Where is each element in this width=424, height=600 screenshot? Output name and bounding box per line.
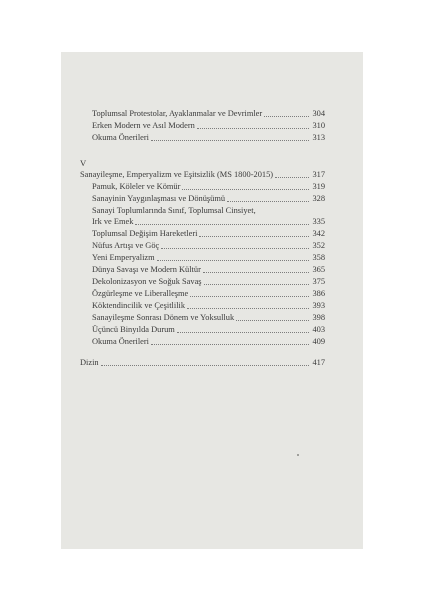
toc-entry-page: 365 — [312, 265, 325, 274]
toc-entry-page: 310 — [312, 121, 325, 130]
paper-speck — [297, 454, 299, 456]
toc-entry-title: Erken Modern ve Asıl Modern — [92, 121, 195, 130]
toc-entry — [92, 253, 325, 263]
leader-dots — [197, 128, 309, 129]
part-heading-title: Sanayileşme, Emperyalizm ve Eşitsizlik (MS 1800-2015) — [80, 170, 274, 179]
toc-entry — [92, 121, 325, 131]
part-heading — [80, 170, 325, 180]
toc-entry-page: 386 — [312, 289, 325, 298]
toc-entry-title: Nüfus Artışı ve Göç — [92, 241, 160, 250]
leader-dots — [135, 224, 309, 225]
toc-entry-page: 409 — [312, 337, 325, 346]
toc-entry — [92, 313, 325, 323]
toc-entry-title: Toplumsal Protestolar, Ayaklanmalar ve Devrimler — [92, 109, 263, 118]
leader-dots — [101, 365, 309, 366]
toc-entry-page: 328 — [312, 194, 325, 203]
leader-dots — [157, 260, 309, 261]
toc-entry-title: Dekolonizasyon ve Soğuk Savaş — [92, 277, 202, 286]
leader-dots — [264, 116, 309, 117]
toc-entry — [92, 277, 325, 287]
toc-entry-title: Pamuk, Köleler ve Kömür — [92, 182, 181, 191]
toc-entry-title: Üçüncü Binyılda Durum — [92, 325, 175, 334]
toc-entry-page: 335 — [312, 217, 325, 226]
toc-entry — [92, 289, 325, 299]
toc-entry-page: 352 — [312, 241, 325, 250]
toc-entry-title: Okuma Önerileri — [92, 337, 149, 346]
toc-entry-page: 417 — [312, 358, 325, 367]
toc-entry — [92, 241, 325, 251]
toc-entry — [92, 265, 325, 275]
leader-dots — [199, 236, 309, 237]
toc-entry — [92, 337, 325, 347]
toc-entry-page: 304 — [312, 109, 325, 118]
toc-entry-page: 358 — [312, 253, 325, 262]
toc-entry — [92, 217, 325, 227]
part-numeral: V — [80, 158, 87, 168]
leader-dots — [204, 284, 309, 285]
leader-dots — [236, 320, 309, 321]
leader-dots — [227, 201, 309, 202]
toc-entry-title: Sanayinin Yaygınlaşması ve Dönüşümü — [92, 194, 226, 203]
toc-entry-page: 403 — [312, 325, 325, 334]
leader-dots — [190, 296, 309, 297]
toc-entry-page: 313 — [312, 133, 325, 142]
leader-dots — [275, 177, 309, 178]
toc-entry — [92, 229, 325, 239]
toc-entry-title: Köktendincilik ve Çeşitlilik — [92, 301, 186, 310]
toc-entry-title: Irk ve Emek — [92, 217, 134, 226]
toc-entry-page: 319 — [312, 182, 325, 191]
toc-entry — [92, 109, 325, 119]
toc-entry-page: 393 — [312, 301, 325, 310]
toc-entry-page: 342 — [312, 229, 325, 238]
leader-dots — [151, 344, 309, 345]
toc-entry-title: Okuma Önerileri — [92, 133, 149, 142]
leader-dots — [187, 308, 309, 309]
leader-dots — [177, 332, 309, 333]
toc-entry-page: 375 — [312, 277, 325, 286]
toc-entry-title: Yeni Emperyalizm — [92, 253, 155, 262]
leader-dots — [182, 189, 309, 190]
toc-entry — [92, 325, 325, 335]
toc-entry-title: Sanayileşme Sonrası Dönem ve Yoksulluk — [92, 313, 235, 322]
toc-entry-title: Sanayi Toplumlarında Sınıf, Toplumsal Cinsiyet, — [92, 206, 256, 215]
toc-entry — [92, 182, 325, 192]
toc-entry — [92, 194, 325, 204]
toc-entry-page: 398 — [312, 313, 325, 322]
toc-index-entry — [80, 358, 325, 368]
toc-entry-title: Özgürleşme ve Liberalleşme — [92, 289, 189, 298]
toc-entry — [92, 301, 325, 311]
book-page — [61, 52, 363, 549]
leader-dots — [151, 140, 309, 141]
toc-entry-title: Dizin — [80, 358, 99, 367]
toc-entry-title: Toplumsal Değişim Hareketleri — [92, 229, 198, 238]
toc-entry-title: Dünya Savaşı ve Modern Kültür — [92, 265, 201, 274]
table-of-contents — [61, 52, 363, 549]
leader-dots — [161, 248, 309, 249]
leader-dots — [203, 272, 309, 273]
part-heading-page: 317 — [312, 170, 325, 179]
toc-entry — [92, 133, 325, 143]
